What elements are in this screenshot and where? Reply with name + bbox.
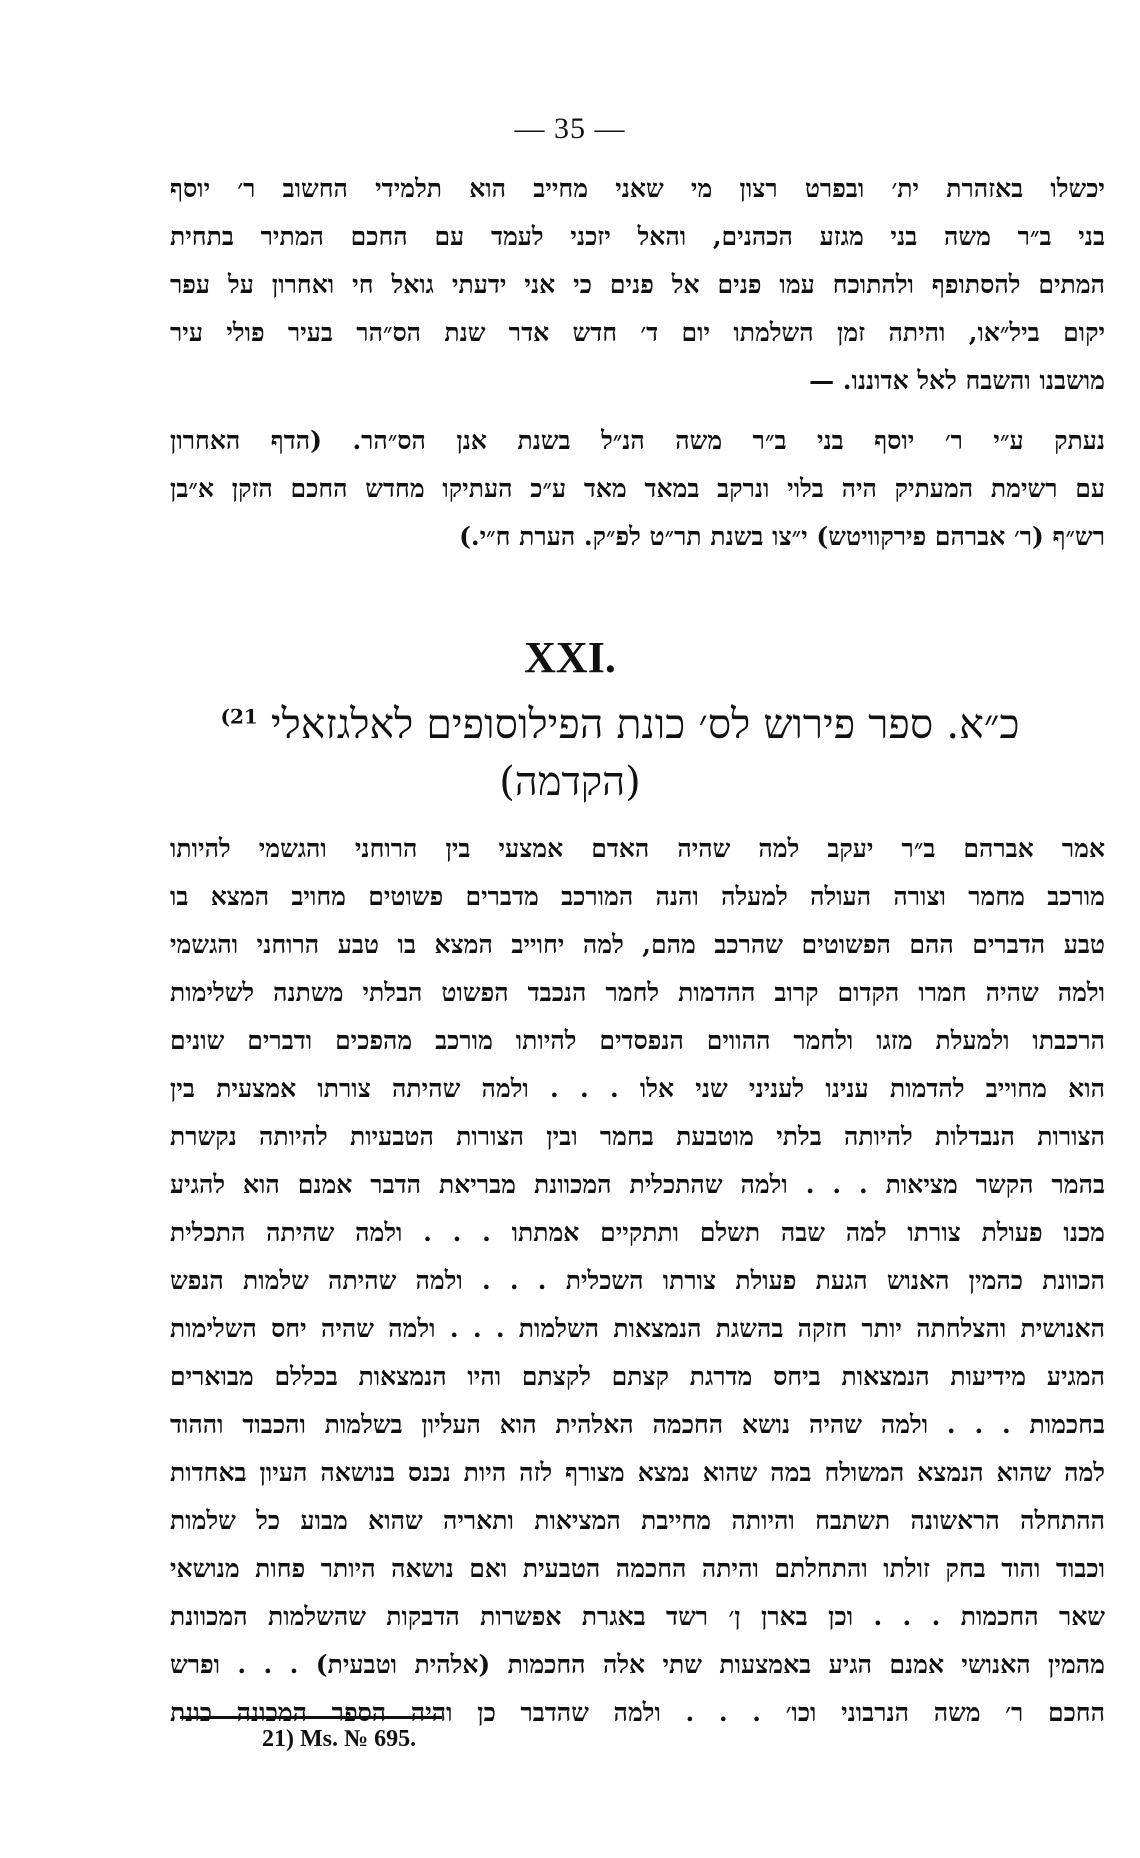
text-line: בני ב״ר משה בני מגזע הכהנים, והאל יזכני לעמד עם החכם המתיר בתחית bbox=[170, 222, 1105, 251]
copyist-note bbox=[170, 428, 1105, 572]
text-line: המתים להסתופף ולהתוכח עמו פנים אל פנים כי אני ידעתי גואל חי ואחרון על עפר bbox=[170, 270, 1105, 299]
footnote-rule bbox=[180, 1716, 442, 1719]
text-line: ולמה שהיה חמרו הקדום קרוב ההדמות לחמר הנכבד הפשוט הבלתי משתנה לשלימות bbox=[170, 978, 1105, 1007]
text-line: טבע הדברים ההם הפשוטים שהרכב מהם, למה יחוייב המצא בו טבע הרוחני והגשמי bbox=[170, 930, 1105, 959]
text-line: ההתחלה הראשונה תשתבח והיותה מחייבת המציאות ותאריה שהוא מבוע כל שלמות bbox=[170, 1506, 1105, 1535]
text-line: מהמין האנושי אמנם הגיע באמצעות שתי אלה החכמות (אלהית וטבעית) . . . ופרש bbox=[170, 1650, 1105, 1679]
text-line: מורכב מחמר וצורה העולה למעלה והנה המורכב מדברים פשוטים מחויב המצא בו bbox=[170, 882, 1105, 911]
text-line: בחכמות . . . ולמה שהיה נושא החכמה האלהית הוא העליון בשלמות והכבוד וההוד bbox=[170, 1410, 1105, 1439]
page-number: — 35 — bbox=[514, 112, 626, 145]
text-line: בהמר הקשר מציאות . . . ולמה שהתכלית המכוונת מבריאת הדבר אמנם הוא להגיע bbox=[170, 1170, 1105, 1199]
text-line: המגיע מידיעות הנמצאות ביחס מדרגת קצתם לקצתם והיו הנמצאות בכללם מבוארים bbox=[170, 1362, 1105, 1391]
text-line: החכם ר׳ משה הנרבוני וכו׳ . . . ולמה שהדבר כן והיה הספר המכונה כונת bbox=[170, 1698, 1105, 1727]
section-subtitle: (הקדמה) bbox=[499, 759, 641, 805]
text-line: נעתק ע״י ר׳ יוסף בני ב״ר משה הנ״ל בשנת אנן הס״הר. (הדף האחרון bbox=[170, 426, 1105, 455]
text-line: מושבנו והשבח לאל אדוננו. — bbox=[809, 366, 1105, 395]
text-line: הרכבתו ולמעלת מזגו ולחמר ההווים הנפסדים להיותו מורכב מהפכים ודברים שונים bbox=[170, 1026, 1105, 1055]
text-line: למה שהוא הנמצא המשולח במה שהוא נמצא מצורף לזה היות נכנס בנושאה העיון באחדות bbox=[170, 1458, 1105, 1487]
introduction-text bbox=[170, 836, 1105, 1748]
footnote-marker: 21) bbox=[220, 704, 258, 729]
section-title-text: כ״א. ספר פירוש לס׳ כונת הפילוסופים לאלגזאלי bbox=[270, 700, 1020, 748]
text-line: וכבוד והוד בחק זולתו והתחלתם והיתה החכמה הטבעית ואם נושאה היותר פחות מנושאי bbox=[170, 1554, 1105, 1583]
text-line: עם רשימת המעתיק היה בלוי ונרקב במאד מאד ע״כ העתיקו מחדש החכם הזקן א״בן bbox=[170, 474, 1105, 503]
section-title bbox=[215, 700, 1025, 748]
footnote: 21) Ms. № 695. bbox=[262, 1726, 417, 1752]
text-line: הוא מחוייב להדמות ענינו לעניני שני אלו . . . ולמה שהיתה צורתו אמצעית בין bbox=[170, 1074, 1105, 1103]
text-line: שאר החכמות . . . וכן בארן ן׳ רשד באגרת אפשרות הדבקות שהשלמות המכוונת bbox=[170, 1602, 1105, 1631]
text-line: האנושית והצלחתה יותר חזקה בהשגת הנמצאות השלמות . . . ולמה שהיה יחס השלימות bbox=[170, 1314, 1105, 1343]
text-line: יכשלו באזהרת ית׳ ובפרט רצון מי שאני מחייב הוא תלמידי החשוב ר׳ יוסף bbox=[170, 174, 1105, 203]
section-number: XXI. bbox=[524, 633, 616, 682]
text-line: אמר אברהם ב״ר יעקב למה שהיה האדם אמצעי בין הרוחני והגשמי להיותו bbox=[170, 834, 1105, 863]
text-line: יקום ביל״או, והיתה זמן השלמתו יום ד׳ חדש אדר שנת הס״הר בעיר פולי עיר bbox=[170, 318, 1105, 347]
text-line: מכנו פעולת צורתו למה שבה תשלם ותתקיים אמתתו . . . ולמה שהיתה התכלית bbox=[170, 1218, 1105, 1247]
text-line: הכוונת כהמין האנוש הגעת פעולת צורתו השכלית . . . ולמה שהיתה שלמות הנפש bbox=[170, 1266, 1105, 1295]
text-line: הצורות הנבדלות להיותה בלתי מוטבעת בחמר ובין הצורות הטבעיות להיותה נקשרת bbox=[170, 1122, 1105, 1151]
colophon-paragraph bbox=[170, 176, 1105, 416]
text-line: רש״ף (ר׳ אברהם פירקוויטש) י״צו בשנת תר״ט לפ״ק. הערת ח״י.) bbox=[459, 522, 1105, 551]
